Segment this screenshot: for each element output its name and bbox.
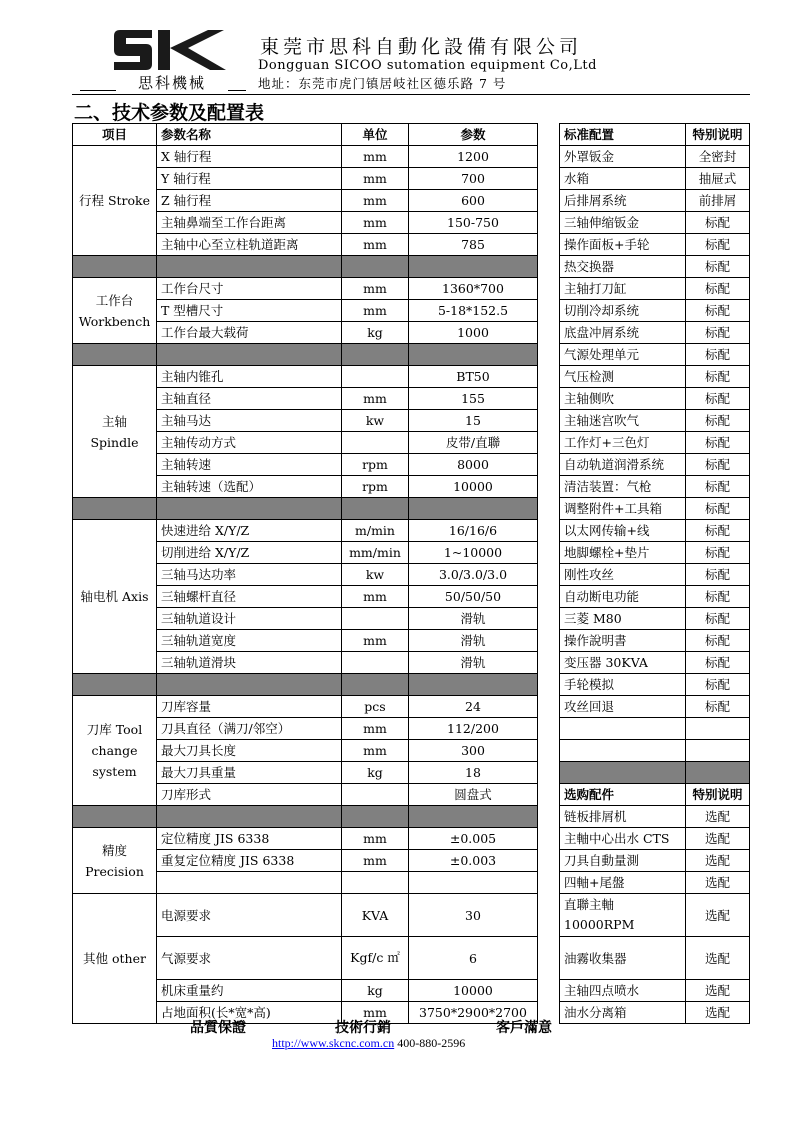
table-row: [73, 608, 750, 630]
table-row: [73, 762, 750, 784]
param-name: 主轴马达: [157, 410, 342, 432]
gap-cell: [538, 564, 560, 586]
std-config-remark: 标配: [686, 498, 750, 520]
param-name: 电源要求: [157, 894, 342, 937]
param-name: 主轴转速（选配）: [157, 476, 342, 498]
param-name: 刀库容量: [157, 696, 342, 718]
std-config-remark: 标配: [686, 564, 750, 586]
std-config-name: 外罩钣金: [560, 146, 686, 168]
group-workbench: 工作台 Workbench: [73, 278, 157, 344]
std-config-remark: 标配: [686, 652, 750, 674]
param-value: 112/200: [409, 718, 538, 740]
table-row: [73, 784, 750, 806]
std-config-remark: 标配: [686, 432, 750, 454]
std-config-name: 气压检测: [560, 366, 686, 388]
std-config-name: 底盘冲屑系统: [560, 322, 686, 344]
param-value: 3.0/3.0/3.0: [409, 564, 538, 586]
param-name: Z 轴行程: [157, 190, 342, 212]
gap-cell: [538, 894, 560, 937]
gap-cell: [538, 322, 560, 344]
opt-config-name: 刀具自動量測: [560, 850, 686, 872]
section-title: 二、技术参数及配置表: [74, 102, 265, 124]
gap-cell: [538, 146, 560, 168]
param-value: 600: [409, 190, 538, 212]
param-unit: kg: [342, 322, 409, 344]
slogan-satisfaction: 客戶滿意: [496, 1020, 552, 1036]
separator-row: [73, 344, 750, 366]
spec-table: [72, 123, 750, 1024]
gap-cell: [538, 124, 560, 146]
param-unit: rpm: [342, 454, 409, 476]
gap-cell: [538, 388, 560, 410]
param-value: 150-750: [409, 212, 538, 234]
std-config-remark: 标配: [686, 344, 750, 366]
param-unit: mm: [342, 718, 409, 740]
param-value: 1200: [409, 146, 538, 168]
opt-config-name: 主轴四点喷水: [560, 980, 686, 1002]
gap-cell: [538, 278, 560, 300]
company-name-cn: 東莞市思科自動化設備有限公司: [260, 36, 583, 58]
gap-cell: [538, 476, 560, 498]
param-name: 最大刀具长度: [157, 740, 342, 762]
opt-config-remark: 选配: [686, 828, 750, 850]
param-name: 主轴鼻端至工作台距离: [157, 212, 342, 234]
param-value: 300: [409, 740, 538, 762]
param-value: 滑轨: [409, 608, 538, 630]
separator-cell: [560, 762, 686, 784]
param-value: ±0.003: [409, 850, 538, 872]
param-value: 6: [409, 937, 538, 980]
param-name: X 轴行程: [157, 146, 342, 168]
param-value: 10000: [409, 980, 538, 1002]
std-config-name: 自动断电功能: [560, 586, 686, 608]
std-config-name: 后排屑系统: [560, 190, 686, 212]
std-config-name: 主轴迷宫吹气: [560, 410, 686, 432]
slogan-quality: 品質保證: [190, 1020, 246, 1036]
separator-row: [73, 806, 750, 828]
param-unit: mm: [342, 1002, 409, 1024]
std-config-remark: 全密封: [686, 146, 750, 168]
param-value: 16/16/6: [409, 520, 538, 542]
table-row: [73, 1002, 750, 1024]
param-unit: [342, 366, 409, 388]
param-unit: pcs: [342, 696, 409, 718]
col-header-item: 项目: [73, 124, 157, 146]
separator-cell: [686, 762, 750, 784]
group-precision: 精度 Precision: [73, 828, 157, 894]
param-name: 主轴转速: [157, 454, 342, 476]
table-row: [73, 980, 750, 1002]
std-config-remark: 标配: [686, 476, 750, 498]
opt-config-remark: 选配: [686, 850, 750, 872]
std-config-remark: 标配: [686, 366, 750, 388]
param-value: 1~10000: [409, 542, 538, 564]
empty-cell: [409, 872, 538, 894]
table-row: [73, 630, 750, 652]
gap-cell: [538, 652, 560, 674]
std-config-remark: 标配: [686, 256, 750, 278]
param-value: BT50: [409, 366, 538, 388]
gap-cell: [538, 630, 560, 652]
table-row: [73, 454, 750, 476]
param-value: 155: [409, 388, 538, 410]
param-name: 主轴直径: [157, 388, 342, 410]
param-value: 5-18*152.5: [409, 300, 538, 322]
gap-cell: [538, 850, 560, 872]
param-unit: mm: [342, 190, 409, 212]
gap-cell: [538, 784, 560, 806]
col-header-value: 参数: [409, 124, 538, 146]
opt-config-name: 油水分离箱: [560, 1002, 686, 1024]
opt-config-name: 直聯主軸 10000RPM: [560, 894, 686, 937]
param-unit: kg: [342, 980, 409, 1002]
gap-cell: [538, 718, 560, 740]
param-unit: mm: [342, 168, 409, 190]
table-row: [73, 300, 750, 322]
table-row: [73, 586, 750, 608]
param-value: 圆盘式: [409, 784, 538, 806]
std-config-remark: 标配: [686, 520, 750, 542]
table-row: [73, 212, 750, 234]
std-config-name: 气源处理单元: [560, 344, 686, 366]
opt-config-remark: 选配: [686, 1002, 750, 1024]
empty-cell: [686, 718, 750, 740]
param-name: 最大刀具重量: [157, 762, 342, 784]
std-config-name: 操作面板+手轮: [560, 234, 686, 256]
empty-cell: [560, 740, 686, 762]
logo-rule-left: [80, 90, 116, 91]
std-config-remark: 标配: [686, 410, 750, 432]
param-name: 主轴内锥孔: [157, 366, 342, 388]
table-row: [73, 146, 750, 168]
param-value: 700: [409, 168, 538, 190]
gap-cell: [538, 872, 560, 894]
col-header-param: 参数名称: [157, 124, 342, 146]
std-config-name: 切削冷却系统: [560, 300, 686, 322]
gap-cell: [538, 608, 560, 630]
opt-config-remark: 选配: [686, 894, 750, 937]
param-value: 滑轨: [409, 652, 538, 674]
param-unit: [342, 432, 409, 454]
table-row: [73, 828, 750, 850]
logo-rule-right: [228, 90, 246, 91]
std-config-name: 三菱 M80: [560, 608, 686, 630]
opt-config-name: 链板排屑机: [560, 806, 686, 828]
gap-cell: [538, 454, 560, 476]
empty-cell: [157, 872, 342, 894]
gap-cell: [538, 740, 560, 762]
table-row: [73, 322, 750, 344]
param-value: 18: [409, 762, 538, 784]
std-config-name: 水箱: [560, 168, 686, 190]
opt-config-remark: 选配: [686, 937, 750, 980]
table-row: [73, 652, 750, 674]
param-unit: m/min: [342, 520, 409, 542]
std-config-remark: 标配: [686, 322, 750, 344]
empty-cell: [342, 872, 409, 894]
param-value: 3750*2900*2700: [409, 1002, 538, 1024]
param-unit: [342, 784, 409, 806]
param-unit: mm: [342, 586, 409, 608]
gap-cell: [538, 410, 560, 432]
param-name: 定位精度 JIS 6338: [157, 828, 342, 850]
group-axis: 轴电机 Axis: [73, 520, 157, 674]
col-header-unit: 单位: [342, 124, 409, 146]
param-name: 三轴轨道设计: [157, 608, 342, 630]
footer-contact: [272, 1036, 465, 1051]
param-unit: Kgf/c ㎡: [342, 937, 409, 980]
param-unit: mm: [342, 300, 409, 322]
param-unit: mm: [342, 850, 409, 872]
std-config-name: 操作說明書: [560, 630, 686, 652]
param-unit: mm: [342, 234, 409, 256]
param-name: T 型槽尺寸: [157, 300, 342, 322]
col-header-optional: 选购配件: [560, 784, 686, 806]
std-config-name: 主轴打刀缸: [560, 278, 686, 300]
param-value: 50/50/50: [409, 586, 538, 608]
table-row: [73, 520, 750, 542]
std-config-remark: 标配: [686, 234, 750, 256]
param-unit: mm: [342, 630, 409, 652]
param-name: 主轴中心至立柱轨道距离: [157, 234, 342, 256]
std-config-remark: 标配: [686, 586, 750, 608]
table-row: [73, 542, 750, 564]
std-config-name: 热交换器: [560, 256, 686, 278]
table-row: [73, 432, 750, 454]
group-stroke: 行程 Stroke: [73, 146, 157, 256]
gap-cell: [538, 366, 560, 388]
table-row: [73, 937, 750, 980]
gap-cell: [538, 806, 560, 828]
phone-number: 400-880-2596: [397, 1036, 466, 1050]
separator-row: [73, 256, 750, 278]
param-name: 工作台最大载荷: [157, 322, 342, 344]
param-unit: kg: [342, 762, 409, 784]
param-unit: mm/min: [342, 542, 409, 564]
gap-cell: [538, 168, 560, 190]
separator-row: [73, 674, 750, 696]
param-unit: mm: [342, 388, 409, 410]
table-row: [73, 168, 750, 190]
param-name: 机床重量约: [157, 980, 342, 1002]
param-unit: rpm: [342, 476, 409, 498]
param-unit: mm: [342, 212, 409, 234]
slogan-marketing: 技術行銷: [335, 1020, 391, 1036]
table-row: [73, 740, 750, 762]
param-unit: mm: [342, 828, 409, 850]
opt-config-name: 主軸中心出水 CTS: [560, 828, 686, 850]
table-header-row: [73, 124, 750, 146]
gap-cell: [538, 234, 560, 256]
param-name: 占地面积(长*宽*高): [157, 1002, 342, 1024]
param-value: 10000: [409, 476, 538, 498]
param-name: 工作台尺寸: [157, 278, 342, 300]
table-row: [73, 894, 750, 937]
opt-config-name: 油霧收集器: [560, 937, 686, 980]
gap-cell: [538, 190, 560, 212]
param-name: 三轴马达功率: [157, 564, 342, 586]
param-unit: mm: [342, 146, 409, 168]
std-config-name: 三轴伸缩钣金: [560, 212, 686, 234]
param-name: 重复定位精度 JIS 6338: [157, 850, 342, 872]
table-row: [73, 190, 750, 212]
param-value: 15: [409, 410, 538, 432]
std-config-remark: 标配: [686, 278, 750, 300]
param-name: 三轴轨道滑块: [157, 652, 342, 674]
table-row: [73, 410, 750, 432]
param-value: 30: [409, 894, 538, 937]
param-name: 切削进给 X/Y/Z: [157, 542, 342, 564]
table-row: [73, 696, 750, 718]
std-config-name: 手轮模拟: [560, 674, 686, 696]
param-name: 刀库形式: [157, 784, 342, 806]
gap-cell: [538, 520, 560, 542]
col-header-opt-remark: 特别说明: [686, 784, 750, 806]
gap-cell: [538, 828, 560, 850]
std-config-remark: 标配: [686, 608, 750, 630]
param-value: ±0.005: [409, 828, 538, 850]
empty-cell: [686, 740, 750, 762]
std-config-name: 攻丝回退: [560, 696, 686, 718]
param-unit: mm: [342, 278, 409, 300]
table-row: [73, 278, 750, 300]
param-name: 快速进给 X/Y/Z: [157, 520, 342, 542]
std-config-remark: 抽屉式: [686, 168, 750, 190]
opt-config-remark: 选配: [686, 980, 750, 1002]
param-unit: [342, 652, 409, 674]
param-value: 滑轨: [409, 630, 538, 652]
param-value: 785: [409, 234, 538, 256]
std-config-name: 地脚螺栓+垫片: [560, 542, 686, 564]
param-name: Y 轴行程: [157, 168, 342, 190]
gap-cell: [538, 937, 560, 980]
col-header-remark: 特别说明: [686, 124, 750, 146]
group-tool: 刀库 Tool change system: [73, 696, 157, 806]
col-header-std: 标准配置: [560, 124, 686, 146]
header-divider: [72, 94, 750, 95]
param-value: 皮带/直聯: [409, 432, 538, 454]
table-row: [73, 366, 750, 388]
gap-cell: [538, 256, 560, 278]
table-row: [73, 234, 750, 256]
gap-cell: [538, 980, 560, 1002]
param-name: 气源要求: [157, 937, 342, 980]
gap-cell: [538, 432, 560, 454]
std-config-name: 清洁装置：气枪: [560, 476, 686, 498]
gap-cell: [538, 212, 560, 234]
param-unit: mm: [342, 740, 409, 762]
gap-cell: [538, 762, 560, 784]
std-config-name: 工作灯+三色灯: [560, 432, 686, 454]
std-config-name: 以太网传输+线: [560, 520, 686, 542]
std-config-name: 自动轨道润滑系统: [560, 454, 686, 476]
std-config-name: 变压器 30KVA: [560, 652, 686, 674]
param-name: 三轴螺杆直径: [157, 586, 342, 608]
table-row: [73, 388, 750, 410]
table-row: [73, 850, 750, 872]
table-row: [73, 872, 750, 894]
param-name: 三轴轨道宽度: [157, 630, 342, 652]
empty-cell: [560, 718, 686, 740]
std-config-remark: 标配: [686, 388, 750, 410]
website-link[interactable]: http://www.skcnc.com.cn: [272, 1036, 395, 1050]
std-config-name: 主轴侧吹: [560, 388, 686, 410]
opt-config-remark: 选配: [686, 806, 750, 828]
table-row: [73, 718, 750, 740]
opt-config-name: 四軸+尾盤: [560, 872, 686, 894]
group-spindle: 主轴 Spindle: [73, 366, 157, 498]
gap-cell: [538, 542, 560, 564]
gap-cell: [538, 586, 560, 608]
table-row: [73, 476, 750, 498]
logo-caption: 思科機械: [138, 74, 207, 92]
param-unit: [342, 608, 409, 630]
std-config-remark: 标配: [686, 300, 750, 322]
std-config-remark: 标配: [686, 696, 750, 718]
gap-cell: [538, 344, 560, 366]
separator-row: [73, 498, 750, 520]
param-unit: kw: [342, 564, 409, 586]
gap-cell: [538, 300, 560, 322]
param-value: 8000: [409, 454, 538, 476]
gap-cell: [538, 674, 560, 696]
gap-cell: [538, 498, 560, 520]
std-config-name: 刚性攻丝: [560, 564, 686, 586]
std-config-remark: 前排屑: [686, 190, 750, 212]
param-value: 24: [409, 696, 538, 718]
param-value: 1360*700: [409, 278, 538, 300]
std-config-remark: 标配: [686, 542, 750, 564]
std-config-remark: 标配: [686, 454, 750, 476]
param-unit: kw: [342, 410, 409, 432]
company-name-en: Dongguan SICOO sutomation equipment Co,Ltd: [258, 58, 597, 73]
param-name: 刀具直径（满刀/邻空）: [157, 718, 342, 740]
std-config-remark: 标配: [686, 630, 750, 652]
param-name: 主轴传动方式: [157, 432, 342, 454]
group-other: 其他 other: [73, 894, 157, 1024]
std-config-remark: 标配: [686, 212, 750, 234]
gap-cell: [538, 696, 560, 718]
table-row: [73, 564, 750, 586]
param-value: 1000: [409, 322, 538, 344]
std-config-name: 调整附件+工具箱: [560, 498, 686, 520]
std-config-remark: 标配: [686, 674, 750, 696]
company-address: 地址：东莞市虎门镇居岐社区德乐路 7 号: [258, 76, 507, 91]
param-unit: KVA: [342, 894, 409, 937]
opt-config-remark: 选配: [686, 872, 750, 894]
